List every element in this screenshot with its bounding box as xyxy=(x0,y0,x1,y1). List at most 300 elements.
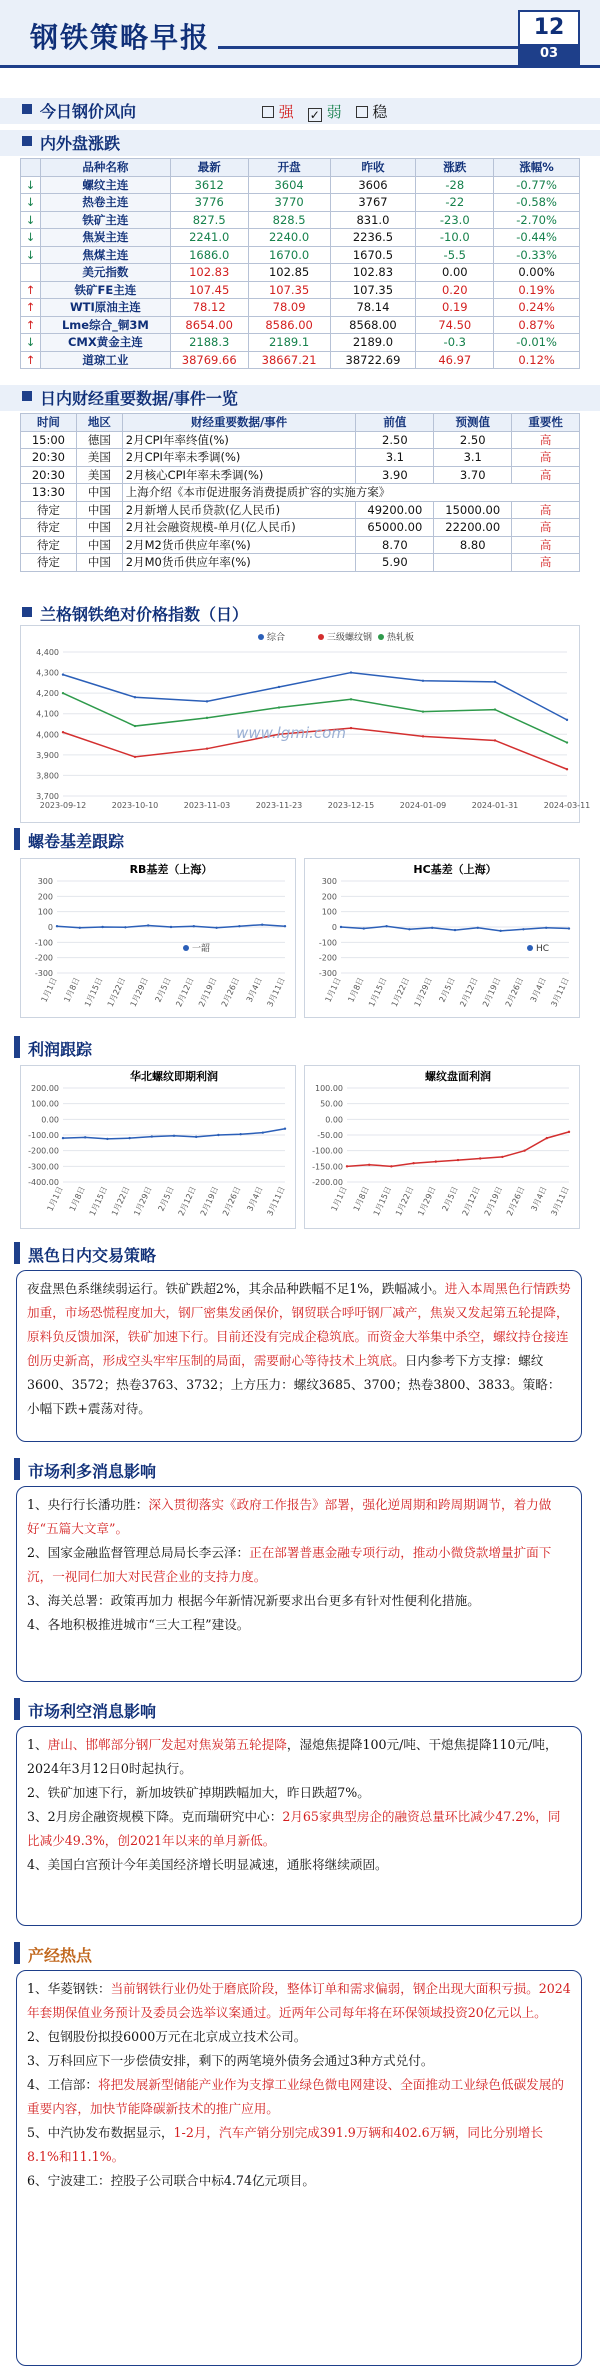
open-price: 38667.21 xyxy=(248,351,330,369)
x-tick-label: 1月8日 xyxy=(346,976,366,1004)
last-price: 8654.00 xyxy=(170,316,248,334)
instrument-name: 热卷主连 xyxy=(40,194,170,212)
data-point xyxy=(566,741,568,743)
y-tick-label: -200.00 xyxy=(28,1146,59,1156)
x-tick-label: 3月4日 xyxy=(528,976,549,1004)
y-tick-label: -100.00 xyxy=(28,1131,59,1140)
instrument-name: CMX黄金主连 xyxy=(40,334,170,352)
bull-item-4: 4、各地积极推进城市“三大工程”建设。 xyxy=(27,1617,250,1632)
y-tick-label: 0.00 xyxy=(325,1115,343,1125)
x-tick-label: 2月12日 xyxy=(176,1185,199,1218)
last-price: 102.83 xyxy=(170,264,248,282)
legend-marker xyxy=(258,634,264,640)
series-line xyxy=(63,673,567,720)
strategy-text-2: 进入本周黑色行情跌势加重，市场恐慌程度加大，钢厂密集发函保价，钢贸联合呼吁钢厂减产，焦炭又发起第五轮提降，原料负反馈加深，铁矿加速下行。目前还没有完成企稳筑底。而资金大举集中杀空，螺纹持仓接连创历史新高，形成空头牢牢压制的局面，需要耐心等待技术上筑底。 xyxy=(27,1281,571,1368)
market-icon xyxy=(22,136,32,146)
data-point xyxy=(477,927,479,929)
events-title: 日内财经重要数据/事件一览 xyxy=(40,389,238,408)
data-point xyxy=(128,1137,130,1139)
change: -23.0 xyxy=(416,211,494,229)
x-tick-label: 2月19日 xyxy=(197,976,219,1009)
data-point xyxy=(390,1165,392,1167)
instrument-name: 美元指数 xyxy=(40,264,170,282)
x-tick-label: 1月22日 xyxy=(394,1185,416,1218)
prev-close: 107.35 xyxy=(330,281,416,299)
market-row xyxy=(21,316,580,334)
x-tick-label: 1月1日 xyxy=(45,1185,65,1213)
dir-arrow-icon xyxy=(21,264,41,282)
y-tick-label: -200.00 xyxy=(312,1178,343,1187)
x-tick-label: 3月4日 xyxy=(529,1185,549,1213)
data-point xyxy=(340,926,342,928)
last-price: 827.5 xyxy=(170,211,248,229)
data-point xyxy=(206,717,208,719)
instrument-name: 铁矿FE主连 xyxy=(40,281,170,299)
y-tick-label: 200 xyxy=(321,892,337,902)
market-row xyxy=(21,264,580,282)
market-row xyxy=(21,246,580,264)
chart-title: RB基差（上海） xyxy=(129,863,213,876)
col-dir xyxy=(21,159,41,177)
y-tick-label: 4,400 xyxy=(36,648,59,657)
hot-item-2: 2、包钢股份拟投6000万元在北京成立技术公司。 xyxy=(27,2029,307,2044)
x-tick-label: 1月29日 xyxy=(128,976,151,1009)
event-forecast: 2.50 xyxy=(434,431,512,449)
event-time: 待定 xyxy=(21,519,77,537)
col-time: 时间 xyxy=(21,414,77,432)
market-table-wrap xyxy=(20,158,580,369)
col-importance: 重要性 xyxy=(512,414,580,432)
data-point xyxy=(124,926,126,928)
chart-title: 螺纹盘面利润 xyxy=(425,1070,491,1083)
y-tick-label: 100.00 xyxy=(31,1099,59,1109)
x-tick-label: 2月5日 xyxy=(437,976,457,1004)
x-tick-label: 2024-01-31 xyxy=(471,801,519,810)
x-tick-label: 1月15日 xyxy=(87,1185,110,1218)
legend-label: 三级螺纹钢 xyxy=(327,633,373,643)
x-tick-label: 1月29日 xyxy=(132,1185,154,1218)
bull-title: 市场利多消息影响 xyxy=(28,1462,157,1481)
data-point xyxy=(239,1133,241,1135)
x-tick-label: 2月5日 xyxy=(440,1185,460,1213)
event-forecast xyxy=(434,554,512,572)
data-point xyxy=(568,927,570,929)
col-name: 品种名称 xyxy=(40,159,170,177)
event-name: 2月新增人民币贷款(亿人民币) xyxy=(122,501,356,519)
open-price: 3770 xyxy=(248,194,330,212)
prev-close: 78.14 xyxy=(330,299,416,317)
prev-close: 1670.5 xyxy=(330,246,416,264)
dir-arrow-icon: ↓ xyxy=(21,176,41,194)
hot-item-3: 3、万科回应下一步偿债安排，剩下的两笔境外债务会通过3种方式兑付。 xyxy=(27,2053,434,2068)
open-price: 2189.1 xyxy=(248,334,330,352)
data-point xyxy=(457,1159,459,1161)
data-point xyxy=(346,1165,348,1167)
y-tick-label: 300 xyxy=(37,877,53,886)
events-table xyxy=(20,413,580,572)
legend-label: 综合 xyxy=(267,633,286,643)
data-point xyxy=(566,719,568,721)
prev-close: 8568.00 xyxy=(330,316,416,334)
x-tick-label: 1月22日 xyxy=(110,1185,132,1218)
rebar-section-bar xyxy=(14,828,20,850)
option-strong: 强 xyxy=(262,101,294,122)
data-point xyxy=(494,681,496,683)
y-tick-label: 300 xyxy=(321,877,337,886)
open-price: 1670.0 xyxy=(248,246,330,264)
data-point xyxy=(215,927,217,929)
date-day: 12 xyxy=(533,15,565,40)
x-tick-label: 1月15日 xyxy=(367,976,389,1009)
data-point xyxy=(173,1135,175,1137)
event-forecast: 15000.00 xyxy=(434,501,512,519)
change: 0.20 xyxy=(416,281,494,299)
dir-arrow-icon: ↑ xyxy=(21,316,41,334)
change-pct: 0.87% xyxy=(494,316,580,334)
option-weak: ✓ 弱 xyxy=(309,103,342,122)
x-tick-label: 2023-11-23 xyxy=(255,801,303,810)
hc-basis-chart xyxy=(305,859,579,1017)
event-importance: 高 xyxy=(512,449,580,467)
data-point xyxy=(501,1156,503,1158)
y-tick-label: 100 xyxy=(321,907,337,917)
event-row xyxy=(21,484,580,502)
x-tick-label: 2月26日 xyxy=(503,976,526,1009)
y-tick-label: 50.00 xyxy=(320,1099,343,1109)
change: -28 xyxy=(416,176,494,194)
x-tick-label: 2023-10-10 xyxy=(111,801,159,810)
x-tick-label: 1月1日 xyxy=(323,976,343,1004)
trend-title: 今日钢价风向 xyxy=(40,102,137,121)
col-open: 开盘 xyxy=(248,159,330,177)
page-title: 钢铁策略早报 xyxy=(30,21,211,54)
bull-item-2: 2、国家金融监督管理总局局长李云泽：正在部署普惠金融专项行动，推动小微贷款增量扩面下沉，一视同仁加大对民营企业的支持力度。 xyxy=(27,1545,552,1584)
event-prev: 8.70 xyxy=(356,536,434,554)
y-tick-label: -50.00 xyxy=(317,1131,343,1140)
change-pct: -2.70% xyxy=(494,211,580,229)
legend-marker xyxy=(318,634,324,640)
col-prev: 昨收 xyxy=(330,159,416,177)
event-region: 德国 xyxy=(76,431,122,449)
change: -0.3 xyxy=(416,334,494,352)
x-tick-label: 2月5日 xyxy=(153,976,173,1004)
hot-item-1: 1、华菱钢铁：当前钢铁行业仍处于磨底阶段，整体订单和需求偏弱，钢企出现大面积亏损。2024 年套期保值业务预计及委员会选举议案通过。近两年公司每年将在环保领域投资20亿元以上。 xyxy=(27,1981,571,2020)
dir-arrow-icon: ↓ xyxy=(21,334,41,352)
dir-arrow-icon: ↑ xyxy=(21,299,41,317)
profit-title: 利润跟踪 xyxy=(28,1040,93,1059)
data-point xyxy=(261,924,263,926)
data-point xyxy=(62,731,64,733)
last-price: 2241.0 xyxy=(170,229,248,247)
event-forecast: 8.80 xyxy=(434,536,512,554)
events-table-wrap xyxy=(20,413,580,572)
instrument-name: 螺纹主连 xyxy=(40,176,170,194)
data-point xyxy=(206,700,208,702)
y-tick-label: -200 xyxy=(318,953,337,963)
instrument-name: 焦煤主连 xyxy=(40,246,170,264)
open-price: 828.5 xyxy=(248,211,330,229)
y-tick-label: 4,100 xyxy=(36,709,59,719)
strategy-text-1: 夜盘黑色系继续弱运行。铁矿跌超2%，其余品种跌幅不足1%，跌幅减小。 xyxy=(27,1281,445,1296)
x-tick-label: 2月19日 xyxy=(198,1185,221,1218)
change: -5.5 xyxy=(416,246,494,264)
event-name: 2月社会融资规模-单月(亿人民币) xyxy=(122,519,356,537)
futures-profit-chart xyxy=(305,1066,579,1228)
prev-close: 38722.69 xyxy=(330,351,416,369)
header-accent-line xyxy=(218,46,518,49)
data-point xyxy=(408,928,410,930)
x-tick-label: 2月12日 xyxy=(458,976,480,1009)
event-forecast: 3.70 xyxy=(434,466,512,484)
data-point xyxy=(278,706,280,708)
rb-basis-frame xyxy=(20,858,296,1018)
market-row xyxy=(21,299,580,317)
x-tick-label: 2024-01-09 xyxy=(399,801,447,810)
event-name: 2月M2货币供应年率(%) xyxy=(122,536,356,554)
event-importance: 高 xyxy=(512,501,580,519)
rebar-title: 螺卷基差跟踪 xyxy=(28,832,125,851)
event-time: 20:30 xyxy=(21,449,77,467)
trend-icon xyxy=(22,104,32,114)
data-point xyxy=(147,924,149,926)
checkbox-checked-icon: ✓ xyxy=(309,108,320,122)
data-point xyxy=(62,1137,64,1139)
bear-item-2: 2、铁矿加速下行，新加坡铁矿掉期跌幅加大，昨日跌超7%。 xyxy=(27,1785,370,1800)
legend-marker xyxy=(378,634,384,640)
data-point xyxy=(56,925,58,927)
hc-basis-frame xyxy=(304,858,580,1018)
data-point xyxy=(350,671,352,673)
x-tick-label: 3月11日 xyxy=(265,976,287,1009)
strategy-title: 黑色日内交易策略 xyxy=(28,1246,157,1265)
strategy-section-bar xyxy=(14,1242,20,1264)
data-point xyxy=(238,925,240,927)
data-point xyxy=(431,927,433,929)
index-chart xyxy=(21,626,591,822)
change-pct: 0.24% xyxy=(494,299,580,317)
x-tick-label: 1月8日 xyxy=(62,976,82,1004)
event-region: 中国 xyxy=(76,554,122,572)
market-table xyxy=(20,158,580,369)
data-point xyxy=(193,925,195,927)
dir-arrow-icon: ↓ xyxy=(21,229,41,247)
prev-close: 3767 xyxy=(330,194,416,212)
x-tick-label: 2月19日 xyxy=(482,1185,505,1218)
event-forecast: 22200.00 xyxy=(434,519,512,537)
event-prev: 3.90 xyxy=(356,466,434,484)
change-pct: -0.58% xyxy=(494,194,580,212)
x-tick-label: 1月29日 xyxy=(416,1185,438,1218)
y-tick-label: -400.00 xyxy=(28,1178,59,1187)
data-point xyxy=(134,725,136,727)
event-time: 待定 xyxy=(21,536,77,554)
change: -22 xyxy=(416,194,494,212)
event-importance: 高 xyxy=(512,536,580,554)
event-name: 上海介绍《本市促进服务消费提质扩容的实施方案》 xyxy=(122,484,579,502)
hot-section-bar xyxy=(14,1942,20,1964)
data-point xyxy=(206,747,208,749)
data-point xyxy=(106,1138,108,1140)
y-tick-label: 3,700 xyxy=(36,792,59,801)
x-tick-label: 2月12日 xyxy=(174,976,196,1009)
x-tick-label: 2月26日 xyxy=(219,976,242,1009)
event-name: 2月M0货币供应年率(%) xyxy=(122,554,356,572)
data-point xyxy=(350,727,352,729)
event-prev: 49200.00 xyxy=(356,501,434,519)
trend-options xyxy=(262,101,387,122)
data-point xyxy=(422,680,424,682)
event-row xyxy=(21,554,580,572)
x-tick-label: 3月4日 xyxy=(244,976,265,1004)
x-tick-label: 1月22日 xyxy=(389,976,412,1009)
dir-arrow-icon: ↑ xyxy=(21,281,41,299)
market-row xyxy=(21,281,580,299)
change-pct: 0.19% xyxy=(494,281,580,299)
x-tick-label: 3月11日 xyxy=(549,976,571,1009)
change-pct: 0.12% xyxy=(494,351,580,369)
event-prev: 2.50 xyxy=(356,431,434,449)
open-price: 8586.00 xyxy=(248,316,330,334)
instrument-name: WTI原油主连 xyxy=(40,299,170,317)
instrument-name: 焦炭主连 xyxy=(40,229,170,247)
data-point xyxy=(284,925,286,927)
event-forecast: 3.1 xyxy=(434,449,512,467)
y-tick-label: 4,000 xyxy=(36,730,59,740)
x-tick-label: 1月15日 xyxy=(83,976,105,1009)
event-prev: 3.1 xyxy=(356,449,434,467)
col-event: 财经重要数据/事件 xyxy=(122,414,356,432)
hot-item-4: 4、工信部：将把发展新型储能产业作为支撑工业绿色微电网建设、全面推动工业绿色低碳发展的重要内容，加快节能降碳新技术的推广应用。 xyxy=(27,2077,564,2116)
x-tick-label: 2月26日 xyxy=(221,1185,243,1218)
open-price: 102.85 xyxy=(248,264,330,282)
y-tick-label: 0 xyxy=(331,923,337,932)
legend-label: 一韶 xyxy=(192,944,211,954)
bear-title: 市场利空消息影响 xyxy=(28,1702,157,1721)
legend-label: 热轧板 xyxy=(387,633,415,643)
event-importance: 高 xyxy=(512,466,580,484)
instrument-name: 铁矿主连 xyxy=(40,211,170,229)
col-last: 最新 xyxy=(170,159,248,177)
data-point xyxy=(363,927,365,929)
hot-box xyxy=(16,1970,582,2366)
change: -10.0 xyxy=(416,229,494,247)
x-tick-label: 3月11日 xyxy=(549,1185,571,1218)
event-time: 13:30 xyxy=(21,484,77,502)
events-icon xyxy=(22,391,32,401)
change-pct: -0.01% xyxy=(494,334,580,352)
x-tick-label: 1月15日 xyxy=(371,1185,394,1218)
option-stable: 稳 xyxy=(356,101,388,122)
open-price: 2240.0 xyxy=(248,229,330,247)
event-row xyxy=(21,519,580,537)
y-tick-label: 3,800 xyxy=(36,771,59,781)
event-row xyxy=(21,449,580,467)
data-point xyxy=(522,928,524,930)
prev-close: 2189.0 xyxy=(330,334,416,352)
x-tick-label: 1月8日 xyxy=(351,1185,372,1213)
y-tick-label: 0.00 xyxy=(41,1115,59,1125)
event-time: 15:00 xyxy=(21,431,77,449)
event-row xyxy=(21,536,580,554)
last-price: 3612 xyxy=(170,176,248,194)
event-name: 2月CPI年率终值(%) xyxy=(122,431,356,449)
bear-item-3: 3、2月房企融资规模下降。克而瑞研究中心：2月65家典型房企的融资总量环比减少47.2%，同比减少49.3%，创2021年以来的单月新低。 xyxy=(27,1809,561,1848)
prev-close: 3606 xyxy=(330,176,416,194)
x-tick-label: 1月1日 xyxy=(39,976,59,1004)
change: 0.19 xyxy=(416,299,494,317)
last-price: 107.45 xyxy=(170,281,248,299)
event-importance: 高 xyxy=(512,554,580,572)
date-month: 03 xyxy=(520,44,578,64)
y-tick-label: 200.00 xyxy=(31,1084,59,1093)
y-tick-label: 4,300 xyxy=(36,668,59,678)
y-tick-label: -150.00 xyxy=(312,1162,343,1172)
market-row xyxy=(21,211,580,229)
y-tick-label: -300 xyxy=(318,969,337,978)
y-tick-label: 100.00 xyxy=(315,1084,343,1093)
data-point xyxy=(435,1160,437,1162)
y-tick-label: -300.00 xyxy=(28,1162,59,1172)
data-point xyxy=(422,710,424,712)
hot-item-6: 6、宁波建工：控股子公司联合中标4.74亿元项目。 xyxy=(27,2173,315,2188)
change: 0.00 xyxy=(416,264,494,282)
dir-arrow-icon: ↓ xyxy=(21,246,41,264)
event-region: 中国 xyxy=(76,501,122,519)
legend-marker xyxy=(183,945,189,951)
market-row xyxy=(21,334,580,352)
prev-close: 831.0 xyxy=(330,211,416,229)
legend-marker xyxy=(527,945,533,951)
x-tick-label: 1月29日 xyxy=(412,976,435,1009)
bull-section-bar xyxy=(14,1458,20,1480)
last-price: 78.12 xyxy=(170,299,248,317)
last-price: 3776 xyxy=(170,194,248,212)
change-pct: -0.77% xyxy=(494,176,580,194)
event-importance: 高 xyxy=(512,431,580,449)
event-row xyxy=(21,501,580,519)
data-point xyxy=(385,925,387,927)
strategy-box xyxy=(16,1270,582,1442)
chart-title: 华北螺纹即期利润 xyxy=(130,1070,218,1083)
market-row xyxy=(21,176,580,194)
data-point xyxy=(170,926,172,928)
index-chart-title: 兰格钢铁绝对价格指数（日） xyxy=(40,605,249,624)
dir-arrow-icon: ↑ xyxy=(21,351,41,369)
x-tick-label: 3月11日 xyxy=(265,1185,287,1218)
bear-section-bar xyxy=(14,1698,20,1720)
data-point xyxy=(454,929,456,931)
north-profit-frame xyxy=(20,1065,296,1229)
event-time: 待定 xyxy=(21,554,77,572)
change-pct: -0.44% xyxy=(494,229,580,247)
change: 46.97 xyxy=(416,351,494,369)
x-tick-label: 3月4日 xyxy=(245,1185,265,1213)
y-tick-label: 4,200 xyxy=(36,689,59,699)
data-point xyxy=(101,926,103,928)
event-time: 待定 xyxy=(21,501,77,519)
data-point xyxy=(262,1131,264,1133)
x-tick-label: 2月26日 xyxy=(505,1185,527,1218)
x-tick-label: 2月12日 xyxy=(460,1185,483,1218)
prev-close: 102.83 xyxy=(330,264,416,282)
data-point xyxy=(217,1134,219,1136)
last-price: 38769.66 xyxy=(170,351,248,369)
data-point xyxy=(523,1149,525,1151)
event-importance: 高 xyxy=(512,519,580,537)
x-tick-label: 2024-03-11 xyxy=(543,801,591,810)
data-point xyxy=(62,692,64,694)
instrument-name: Lme综合_铜3M xyxy=(40,316,170,334)
